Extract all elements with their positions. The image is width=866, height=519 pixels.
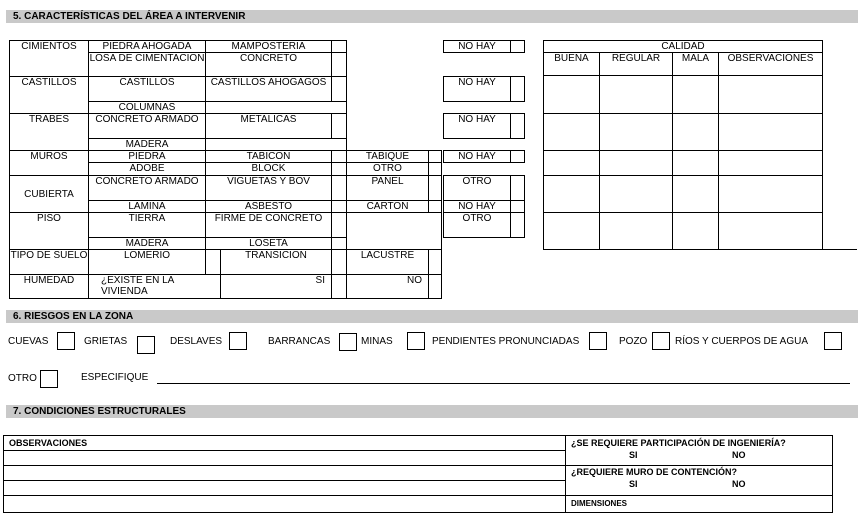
cell-block: BLOCK	[205, 162, 332, 176]
cell-no-hay-cimientos: NO HAY	[443, 40, 511, 53]
col-mala: MALA	[672, 52, 719, 76]
cell-madera: MADERA	[88, 138, 206, 151]
row-label-tipo-suelo: TIPO DE SUELO	[9, 249, 89, 275]
calidad-cell[interactable]	[718, 212, 823, 250]
riesgo-label-pozo: POZO	[619, 336, 648, 347]
checkbox-grietas[interactable]	[137, 336, 155, 354]
cell-firme-concreto: FIRME DE CONCRETO	[205, 212, 332, 238]
cell-no-hay-muros: NO HAY	[443, 150, 511, 163]
cell-otro-muros: OTRO	[346, 162, 429, 176]
calidad-cell[interactable]	[543, 113, 600, 151]
checkbox-humedad-no[interactable]	[428, 274, 442, 299]
cell-asbesto: ASBESTO	[205, 200, 332, 213]
calidad-cell[interactable]	[543, 75, 600, 114]
checkbox-lomerio[interactable]	[205, 249, 221, 275]
cell-no-hay-trabes: NO HAY	[443, 113, 511, 139]
cell-existe-vivienda: ¿EXISTE EN LA VIVIENDA	[88, 274, 221, 299]
cell-no-hay-castillos: NO HAY	[443, 76, 511, 102]
cell-carton: CARTON	[346, 200, 429, 213]
checkbox-concreto[interactable]	[331, 52, 347, 77]
checkbox-cuevas[interactable]	[57, 332, 75, 350]
obs-line	[3, 450, 566, 451]
option-si-ingenieria[interactable]: SI	[629, 450, 638, 460]
calidad-cell[interactable]	[718, 75, 823, 114]
checkbox-viguetas[interactable]	[331, 175, 347, 201]
riesgo-label-minas: MINAS	[361, 336, 393, 347]
checkbox-metalicas[interactable]	[331, 113, 347, 139]
calidad-cell[interactable]	[599, 113, 673, 151]
cell-piedra-ahogada: PIEDRA AHOGADA	[88, 40, 206, 53]
calidad-tail-line	[822, 249, 857, 250]
checkbox-no-hay-cimientos[interactable]	[510, 40, 525, 53]
checkbox-otro-muros[interactable]	[428, 162, 442, 176]
calidad-cell[interactable]	[672, 150, 719, 176]
riesgo-label-cuevas: CUEVAS	[8, 336, 49, 347]
checkbox-block[interactable]	[331, 162, 347, 176]
observaciones-label: OBSERVACIONES	[9, 438, 88, 448]
checkbox-lacustre[interactable]	[428, 249, 442, 275]
calidad-cell[interactable]	[672, 212, 719, 250]
option-no-muro[interactable]: NO	[732, 479, 746, 489]
col-observaciones: OBSERVACIONES	[718, 52, 823, 76]
riesgo-label-deslaves: DESLAVES	[170, 336, 223, 347]
checkbox-deslaves[interactable]	[229, 332, 247, 350]
row-label-trabes: TRABES	[9, 113, 89, 151]
checkbox-pendientes[interactable]	[589, 332, 607, 350]
cell-losa-cimentacion: LOSA DE CIMENTACION	[88, 52, 206, 77]
cell-tabique: TABIQUE	[346, 150, 429, 163]
riesgo-label-barrancas: BARRANCAS	[268, 336, 331, 347]
checkbox-transicion[interactable]	[331, 249, 347, 275]
obs-line	[3, 495, 833, 496]
checkbox-no-hay-castillos[interactable]	[510, 76, 525, 102]
calidad-cell[interactable]	[543, 175, 600, 213]
question-ingenieria: ¿SE REQUIERE PARTICIPACIÓN DE INGENIERÍA?	[571, 438, 786, 448]
row-label-castillos: CASTILLOS	[9, 76, 89, 114]
cell-tierra: TIERRA	[88, 212, 206, 238]
riesgo-label-otro: OTRO	[8, 373, 37, 384]
cell-panel: PANEL	[346, 175, 429, 201]
section-6-header: 6. RIESGOS EN LA ZONA	[6, 310, 858, 323]
cell-otro-piso: OTRO	[443, 212, 511, 238]
obs-line	[3, 480, 566, 481]
cell-otro-cubierta: OTRO	[443, 175, 511, 201]
cell-metalicas: METALICAS	[205, 113, 332, 139]
checkbox-no-hay-trabes[interactable]	[510, 113, 525, 139]
row-label-piso: PISO	[9, 212, 89, 250]
checkbox-humedad-si[interactable]	[331, 274, 347, 299]
cell-humedad-si: SI	[220, 274, 332, 299]
cell-transicion: TRANSICION	[220, 249, 332, 275]
cell-castillos: CASTILLOS	[88, 76, 206, 102]
calidad-cell[interactable]	[672, 75, 719, 114]
riesgo-label-rios: RÍOS Y CUERPOS DE AGUA	[675, 336, 809, 347]
calidad-cell[interactable]	[599, 212, 673, 250]
checkbox-panel[interactable]	[428, 175, 442, 201]
option-si-muro[interactable]: SI	[629, 479, 638, 489]
especifique-label: ESPECIFIQUE	[81, 372, 149, 383]
checkbox-otro-cubierta[interactable]	[510, 175, 525, 201]
cell-madera-piso: MADERA	[88, 237, 206, 250]
calidad-title: CALIDAD	[543, 40, 823, 53]
col-regular: REGULAR	[599, 52, 673, 76]
cell-concreto-armado-cubierta: CONCRETO ARMADO	[88, 175, 206, 201]
calidad-cell[interactable]	[672, 175, 719, 213]
row-label-cimientos: CIMIENTOS	[9, 40, 89, 77]
cell-humedad-no: NO	[346, 274, 429, 299]
cell-castillos-ahogados: CASTILLOS AHOGAGOS	[205, 76, 332, 102]
checkbox-no-hay-muros[interactable]	[510, 150, 525, 163]
cell-no-hay-cubierta: NO HAY	[443, 200, 511, 213]
checkbox-minas[interactable]	[407, 332, 425, 350]
checkbox-firme-concreto[interactable]	[331, 212, 347, 238]
row-label-humedad: HUMEDAD	[9, 274, 89, 299]
checkbox-barrancas[interactable]	[339, 333, 357, 351]
checkbox-rios[interactable]	[824, 332, 842, 350]
calidad-cell[interactable]	[599, 75, 673, 114]
cell-viguetas: VIGUETAS Y BOV	[205, 175, 332, 201]
cell-concreto: CONCRETO	[205, 52, 332, 77]
cell-lacustre: LACUSTRE	[346, 249, 429, 275]
dimensiones-label: DIMENSIONES	[571, 499, 628, 508]
cell-piso-empty	[346, 212, 442, 250]
riesgo-label-grietas: GRIETAS	[84, 336, 128, 347]
calidad-cell[interactable]	[599, 175, 673, 213]
calidad-cell[interactable]	[599, 150, 673, 176]
checkbox-otro-piso[interactable]	[510, 212, 525, 238]
section-7-header: 7. CONDICIONES ESTRUCTURALES	[6, 405, 858, 418]
cell-mamposteria: MAMPOSTERIA	[205, 40, 332, 53]
cell-adobe: ADOBE	[88, 162, 206, 176]
row-label-muros: MUROS	[9, 150, 89, 176]
calidad-cell[interactable]	[718, 150, 823, 176]
cell-piedra: PIEDRA	[88, 150, 206, 163]
obs-line	[3, 465, 833, 466]
especifique-input[interactable]	[157, 383, 850, 384]
cell-loseta: LOSETA	[205, 237, 332, 250]
checkbox-otro-riesgo[interactable]	[40, 370, 58, 388]
calidad-cell[interactable]	[718, 113, 823, 151]
checkbox-castillos-ahogados[interactable]	[331, 76, 347, 102]
option-no-ingenieria[interactable]: NO	[732, 450, 746, 460]
riesgo-label-pendientes: PENDIENTES PRONUNCIADAS	[432, 336, 580, 347]
cell-columnas: COLUMNAS	[88, 101, 206, 114]
cell-lomerio: LOMERIO	[88, 249, 206, 275]
row-label-cubierta: CUBIERTA	[9, 175, 89, 213]
cell-lamina: LAMINA	[88, 200, 206, 213]
calidad-cell[interactable]	[718, 175, 823, 213]
calidad-cell[interactable]	[543, 150, 600, 176]
col-buena: BUENA	[543, 52, 600, 76]
calidad-cell[interactable]	[672, 113, 719, 151]
section-5-header: 5. CARACTERÍSTICAS DEL ÁREA A INTERVENIR	[6, 10, 858, 23]
cell-concreto-armado: CONCRETO ARMADO	[88, 113, 206, 139]
question-muro: ¿REQUIERE MURO DE CONTENCIÓN?	[571, 467, 738, 477]
condiciones-divider	[565, 435, 566, 513]
cell-tabicon: TABICON	[205, 150, 332, 163]
checkbox-pozo[interactable]	[652, 332, 670, 350]
calidad-cell[interactable]	[543, 212, 600, 250]
